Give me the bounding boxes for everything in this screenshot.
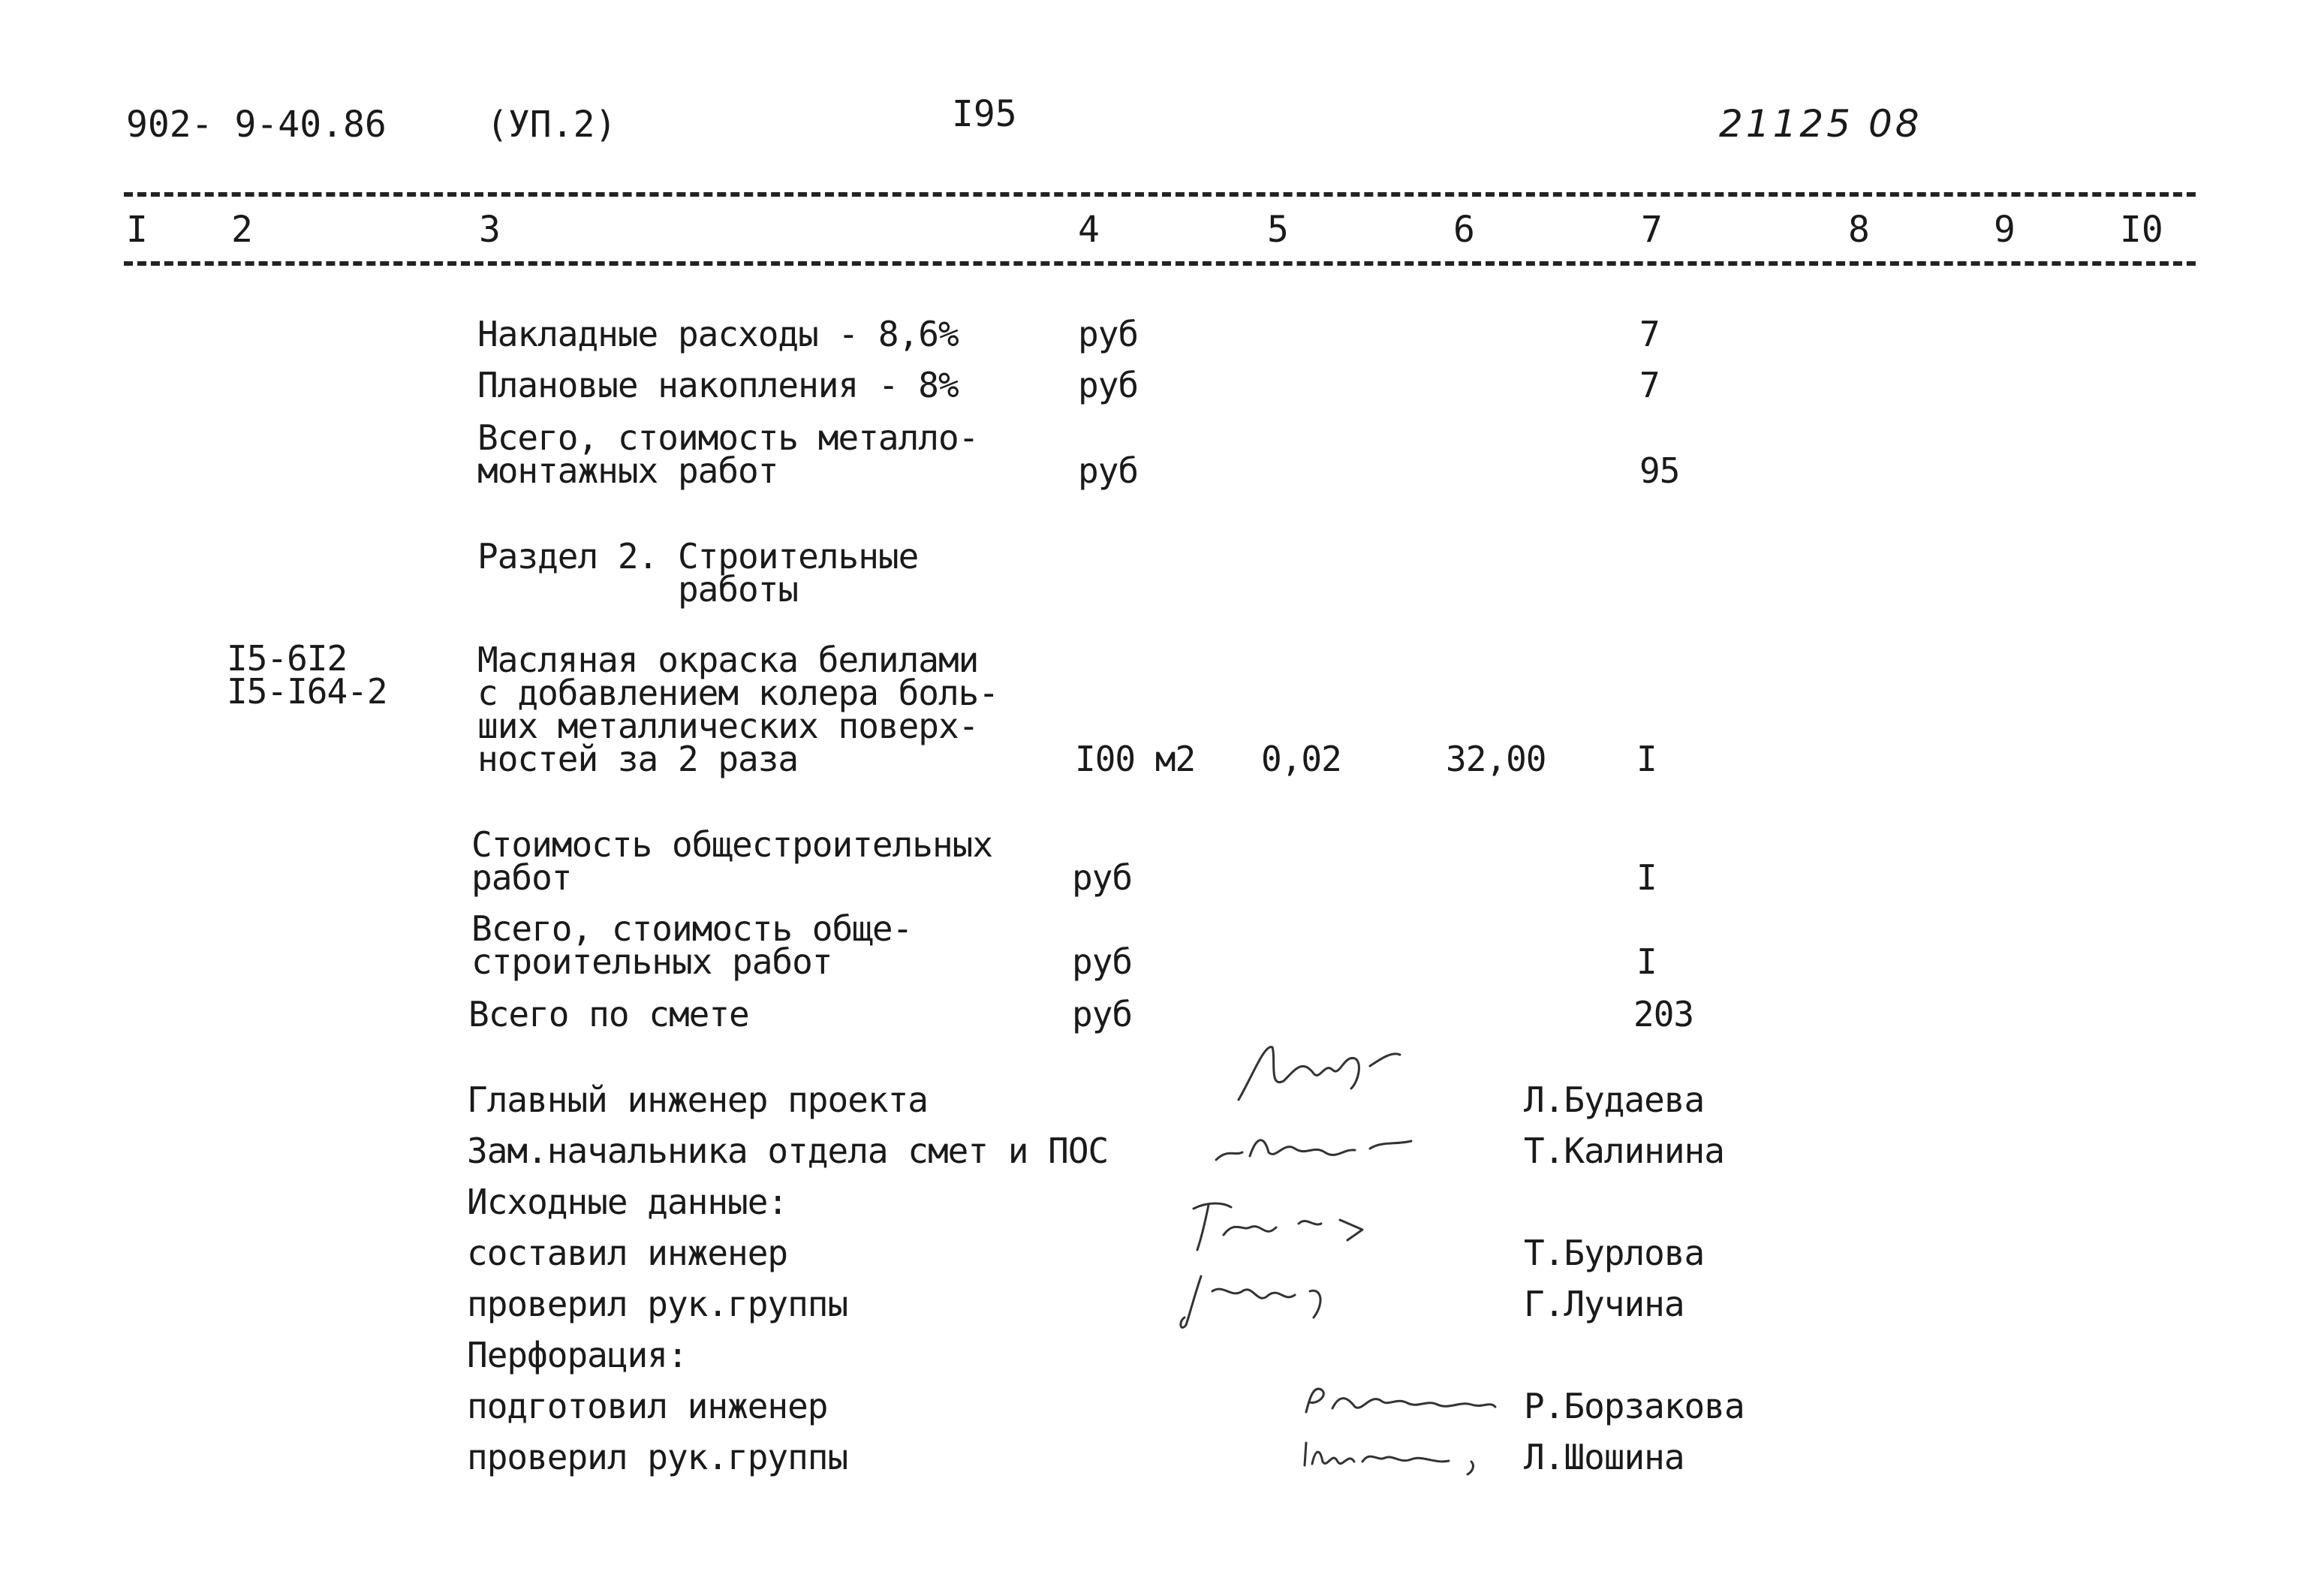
column-number-5: 5 <box>1267 209 1289 251</box>
row-description: ностей за 2 раза <box>477 739 799 779</box>
album-label: (УП.2) <box>486 104 617 146</box>
column-number-1: I <box>126 209 148 251</box>
row-unit: руб <box>1072 857 1133 898</box>
row-unit: I00 м2 <box>1075 739 1196 779</box>
signatory-role: Главный инженер проекта <box>467 1080 928 1120</box>
signatory-name: Р.Борзакова <box>1524 1386 1745 1426</box>
row-description: монтажных работ <box>477 450 778 491</box>
document-code: 902- 9-40.86 <box>126 104 387 146</box>
signatory-role: проверил рук.группы <box>467 1284 848 1324</box>
signatory-name: Л.Будаева <box>1524 1080 1705 1120</box>
page-number: I95 <box>952 93 1017 135</box>
row-code: I5-I64-2 <box>227 671 387 712</box>
handwritten-signature <box>1299 1428 1501 1480</box>
grand-total-label: Всего по смете <box>468 994 749 1034</box>
handwritten-signature <box>1209 1119 1434 1171</box>
row-total: I <box>1636 941 1657 982</box>
row-unit: руб <box>1072 941 1133 982</box>
row-total: I <box>1636 857 1657 898</box>
signatory-role: подготовил инженер <box>467 1386 828 1426</box>
row-total: 95 <box>1639 450 1680 491</box>
row-code: I5-6I2 <box>227 638 348 679</box>
signatory-name: Л.Шошина <box>1524 1437 1684 1477</box>
header-rule-bottom <box>124 261 2196 266</box>
column-number-7: 7 <box>1641 209 1663 251</box>
reference-number: 21125 08 <box>1719 102 1922 146</box>
column-number-4: 4 <box>1078 209 1100 251</box>
row-description: Всего, стоимость обще- <box>471 908 913 949</box>
row-description: Всего, стоимость металло- <box>477 417 979 458</box>
signatory-name: Т.Калинина <box>1524 1131 1724 1171</box>
row-description: Плановые накопления - 8% <box>477 365 959 405</box>
signatory-role: составил инженер <box>467 1233 788 1273</box>
header-rule-top <box>124 192 2196 197</box>
signatory-name: Т.Бурлова <box>1524 1233 1705 1273</box>
row-unit: руб <box>1078 314 1139 354</box>
row-description: Масляная окраска белилами <box>477 640 979 680</box>
signatory-name: Г.Лучина <box>1524 1284 1684 1324</box>
row-total: I <box>1636 739 1657 779</box>
column-number-2: 2 <box>231 209 253 251</box>
handwritten-signature <box>1299 1378 1501 1423</box>
column-number-9: 9 <box>1994 209 2015 251</box>
row-unit: руб <box>1072 994 1133 1034</box>
grand-total-value: 203 <box>1633 994 1694 1034</box>
row-unit: руб <box>1078 365 1139 405</box>
signatory-role: проверил рук.группы <box>467 1437 848 1477</box>
row-unit: руб <box>1078 450 1139 491</box>
handwritten-signature <box>1179 1194 1389 1261</box>
row-description: с добавлением колера боль- <box>477 673 999 713</box>
row-description: работ <box>471 857 572 898</box>
row-total: 7 <box>1639 365 1660 405</box>
row-description: Накладные расходы - 8,6% <box>477 314 959 354</box>
handwritten-signature <box>1231 1028 1411 1111</box>
section-title: Раздел 2. Строительные <box>477 536 919 577</box>
row-quantity: 0,02 <box>1261 739 1341 779</box>
signature-section-label: Исходные данные: <box>467 1182 788 1222</box>
row-description: строительных работ <box>471 941 832 982</box>
signatory-role: Зам.начальника отдела смет и ПОС <box>467 1131 1109 1171</box>
column-number-3: 3 <box>479 209 501 251</box>
column-number-8: 8 <box>1848 209 1870 251</box>
column-number-6: 6 <box>1453 209 1475 251</box>
section-title: работы <box>477 569 799 610</box>
row-description: Стоимость общестроительных <box>471 824 993 865</box>
row-description: ших металлических поверх- <box>477 706 979 746</box>
column-number-10: I0 <box>2120 209 2163 251</box>
row-total: 7 <box>1639 314 1660 354</box>
handwritten-signature <box>1171 1261 1351 1336</box>
signature-section-label: Перфорация: <box>467 1335 688 1375</box>
row-price: 32,00 <box>1446 739 1546 779</box>
